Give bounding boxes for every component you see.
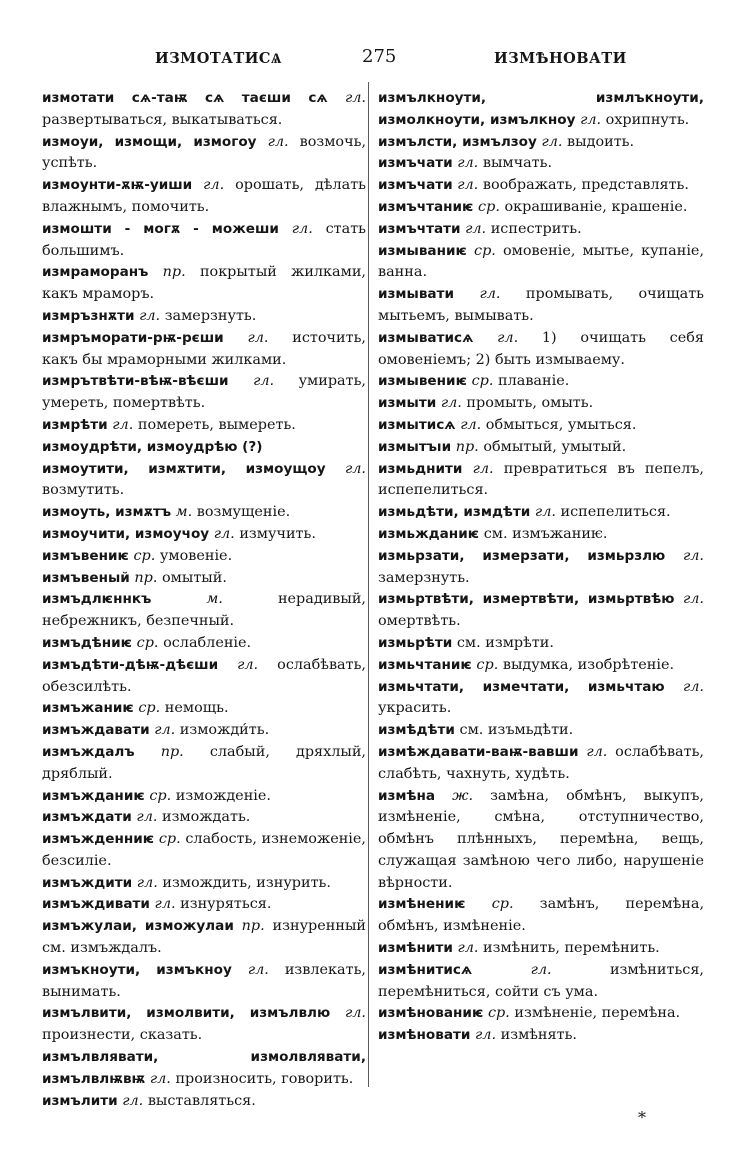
entry-definition: вымчать. [482, 155, 553, 172]
entry-part-of-speech: гл. [345, 460, 367, 477]
entry-headword: измоуть, измѫтъ [42, 504, 172, 521]
entry-definition: возмущеніе. [196, 504, 291, 521]
dictionary-entry [42, 88, 366, 132]
dictionary-entry [378, 393, 704, 415]
dictionary-entry [42, 829, 366, 873]
entry-definition: воображать, представлять. [482, 177, 689, 194]
entry-part-of-speech: гл. [203, 177, 225, 194]
dictionary-entry [42, 415, 366, 437]
entry-headword: измъчтати [378, 220, 461, 237]
entry-headword: измълвлявати, измолвлявати, измълвлѭвѭ [42, 1049, 366, 1087]
entry-definition: охрипнуть. [605, 111, 690, 128]
entry-headword: измьднити [378, 460, 463, 477]
entry-headword: измѣнити [378, 940, 453, 957]
dictionary-entry [378, 655, 704, 677]
entry-part-of-speech: гл. [460, 416, 482, 433]
entry-headword: измълвити, измолвити, измълвлю [42, 1005, 331, 1022]
dictionary-entry [378, 153, 704, 175]
entry-part-of-speech: гл. [472, 460, 494, 477]
dictionary-entry [42, 894, 366, 916]
entry-part-of-speech: гл. [345, 1005, 367, 1022]
dictionary-entry [378, 589, 704, 633]
entry-headword: измръморати-рѭ-рєши [42, 329, 224, 346]
dictionary-entry [378, 894, 704, 938]
entry-part-of-speech: гл. [475, 1027, 497, 1044]
dictionary-entry [42, 502, 366, 524]
dictionary-entry [378, 459, 704, 503]
entry-headword: измѣновати [378, 1027, 471, 1044]
entry-headword: измытъıи [378, 438, 452, 455]
page-header [0, 44, 748, 74]
entry-headword: измъдѣти-дѣѭ-дѣєши [42, 656, 219, 673]
dictionary-entry [378, 197, 704, 219]
entry-part-of-speech: гл. [457, 177, 479, 194]
entry-headword: измѣна [378, 787, 436, 804]
entry-definition: произносить, говорить. [175, 1070, 354, 1087]
entry-part-of-speech: гл. [136, 809, 158, 826]
entry-definition: стать большимъ. [42, 220, 367, 259]
entry-headword: измѣдѣти [378, 722, 455, 739]
entry-headword: измъчати [378, 155, 453, 172]
entry-headword: измыватисѧ [378, 329, 474, 346]
entry-definition: изнуряться. [180, 896, 272, 913]
entry-part-of-speech: гл. [136, 874, 158, 891]
dictionary-entry [378, 938, 704, 960]
entry-definition: замѣна, обмѣнъ, выкупъ, измѣненіе, смѣна, отступничество, обмѣнъ плѣнныхъ, перемѣна, вещь, служащая замѣною чего либо, нарушеніе вѣрности. [378, 787, 704, 891]
entry-definition: выставляться. [147, 1092, 256, 1109]
entry-definition: покрытый жилками, какъ мраморъ. [42, 264, 366, 303]
entry-definition: обмыться, умыться. [485, 416, 637, 433]
entry-definition: замѣнъ, перемѣна, обмѣнъ, измѣненіе. [378, 896, 705, 935]
entry-definition: испестрить. [490, 220, 582, 237]
dictionary-entry [378, 502, 704, 524]
entry-headword: измоуи, измощи, измогоу [42, 133, 257, 150]
entry-headword: измрѣти [42, 416, 108, 433]
entry-headword: измоунти-ѫѭ-уиши [42, 177, 193, 194]
entry-definition: возмутить. [42, 482, 125, 499]
entry-part-of-speech: гл. [440, 395, 462, 412]
dictionary-entry [42, 371, 366, 415]
dictionary-entry [378, 175, 704, 197]
footer-mark: * [638, 1108, 646, 1127]
dictionary-entry [42, 306, 366, 328]
dictionary-entry [378, 1003, 704, 1025]
entry-headword: измъдлѥннкъ [42, 591, 152, 608]
entry-part-of-speech: ср. [491, 896, 514, 913]
entry-headword: измоудрѣти, измоудрѣю (?) [42, 438, 263, 455]
entry-part-of-speech: гл. [267, 133, 289, 150]
entry-part-of-speech: ср. [158, 831, 181, 848]
entry-definition: измѣнять. [500, 1027, 577, 1044]
entry-definition: см. изъмьдѣти. [459, 722, 574, 739]
entry-definition: измучить. [239, 525, 316, 542]
entry-definition: измождить, изнурить. [162, 874, 331, 891]
dictionary-entry [378, 328, 704, 372]
entry-part-of-speech: гл. [237, 656, 259, 673]
entry-part-of-speech: гл. [497, 329, 519, 346]
entry-definition: обмытый, умытый. [483, 438, 627, 455]
entry-part-of-speech: ср. [478, 198, 500, 215]
entry-headword: измъждалъ [42, 743, 135, 760]
entry-headword: измѣждавати-ваѭ-вавши [378, 743, 579, 760]
entry-definition: выдумка, изобрѣтеніе. [502, 656, 675, 673]
entry-headword: измошти - могѫ - можеши [42, 220, 279, 237]
entry-part-of-speech: ср. [474, 242, 496, 259]
entry-definition: омытый. [162, 569, 227, 586]
entry-definition: промыть, омыть. [466, 395, 594, 412]
entry-headword: измытисѧ [378, 416, 456, 433]
entry-part-of-speech: гл. [344, 90, 366, 106]
entry-part-of-speech: гл. [465, 220, 487, 237]
entry-headword: измывати [378, 286, 455, 303]
entry-part-of-speech: гл. [534, 504, 556, 521]
dictionary-entry [378, 371, 704, 393]
dictionary-entry [42, 589, 366, 633]
dictionary-entry [378, 284, 704, 328]
entry-headword: измѣнениѥ [378, 896, 466, 913]
dictionary-entry [378, 960, 704, 1004]
entry-definition: замерзнуть. [378, 569, 470, 586]
entry-part-of-speech: пр. [134, 569, 158, 586]
entry-definition: ослабленіе. [163, 634, 252, 651]
entry-headword: измъждавати [42, 722, 150, 739]
entry-part-of-speech: м. [175, 504, 193, 521]
entry-definition: ослабѣвать, обезсилѣть. [42, 656, 366, 695]
entry-part-of-speech: ж. [452, 787, 474, 804]
entry-definition: омовеніе, мытье, купаніе, ванна. [378, 242, 705, 281]
dictionary-entry [42, 175, 366, 219]
entry-part-of-speech: гл. [122, 1092, 144, 1109]
dictionary-entry [378, 88, 704, 132]
entry-definition: измѣнить, перемѣнить. [483, 940, 660, 957]
dictionary-entry [42, 873, 366, 895]
entry-definition: измѣниться, перемѣниться, сойти съ ума. [378, 961, 705, 1000]
entry-headword: измьрзати, измерзати, измьрзлю [378, 547, 666, 564]
entry-headword: измьртвѣти, измертвѣти, измьртвѣю [378, 591, 675, 608]
dictionary-entry [378, 742, 704, 786]
entry-headword: измьчтаниѥ [378, 656, 472, 673]
entry-headword: измъдѣниѥ [42, 634, 133, 651]
entry-definition: извлекать, вынимать. [42, 961, 366, 1000]
entry-headword: измьдѣти, измдѣти [378, 504, 531, 521]
entry-part-of-speech: гл. [457, 155, 479, 172]
entry-definition: ослабѣвать, слабѣть, чахнуть, худѣть. [378, 743, 705, 782]
entry-part-of-speech: гл. [682, 678, 704, 695]
entry-definition: развертываться, выкатываться. [42, 111, 283, 128]
dictionary-entry [42, 437, 366, 459]
dictionary-entry [378, 1025, 704, 1047]
entry-definition: изнуренный см. измъждалъ. [42, 918, 366, 957]
dictionary-entry [42, 742, 366, 786]
entry-headword: измъвеный [42, 569, 130, 586]
entry-part-of-speech: ср. [138, 700, 161, 717]
dictionary-entry [42, 786, 366, 808]
entry-headword: измотати сѧ-таѭ сѧ таєши сѧ [42, 90, 328, 106]
entry-definition: возмочь, успѣть. [42, 133, 367, 172]
entry-headword: измѣнованиѥ [378, 1005, 484, 1022]
entry-definition: окрашиваніе, крашеніе. [504, 198, 688, 215]
entry-headword: измъжденниѥ [42, 831, 155, 848]
dictionary-entry [42, 633, 366, 655]
entry-headword: измраморанъ [42, 264, 149, 281]
entry-part-of-speech: ср. [136, 634, 159, 651]
entry-definition: плаваніе. [498, 373, 570, 390]
entry-definition: немощь. [164, 700, 229, 717]
entry-headword: измъжданиѥ [42, 787, 145, 804]
dictionary-entry [42, 132, 366, 176]
left-column [42, 88, 366, 1112]
entry-part-of-speech: гл. [154, 896, 176, 913]
left-running-headword: ИЗМОТАТИСѦ [155, 50, 282, 67]
entry-definition: см. измрѣти. [456, 634, 554, 651]
dictionary-entry [42, 1047, 366, 1091]
entry-part-of-speech: гл. [586, 743, 608, 760]
entry-definition: 1) очищать себя омовеніемъ; 2) быть измываему. [378, 329, 705, 368]
entry-definition: замерзнуть. [164, 307, 257, 324]
entry-definition: см. измъжаниѥ. [483, 525, 608, 542]
entry-part-of-speech: гл. [457, 940, 479, 957]
entry-definition: изможденіе. [175, 787, 271, 804]
entry-definition: помереть, вымереть. [137, 416, 296, 433]
entry-part-of-speech: гл. [112, 416, 134, 433]
dictionary-entry [42, 916, 366, 960]
entry-part-of-speech: гл. [253, 373, 275, 390]
entry-part-of-speech: гл. [213, 525, 235, 542]
entry-headword: измъждати [42, 809, 132, 826]
entry-headword: измъвениѥ [42, 547, 129, 564]
entry-definition: выдоить. [567, 133, 635, 150]
dictionary-entry [42, 1091, 366, 1113]
entry-part-of-speech: м. [206, 591, 223, 608]
dictionary-entry [42, 720, 366, 742]
dictionary-entry [42, 807, 366, 829]
dictionary-entry [378, 241, 704, 285]
entry-headword: измьчтати, измечтати, измьчтаю [378, 678, 665, 695]
entry-headword: измывениѥ [378, 373, 467, 390]
entry-part-of-speech: гл. [479, 286, 501, 303]
entry-headword: измрътвѣти-вѣѭ-вѣєши [42, 373, 229, 390]
entry-definition: измождать. [162, 809, 251, 826]
entry-headword: измълсти, измълзоу [378, 133, 537, 150]
entry-part-of-speech: пр. [241, 918, 265, 935]
entry-definition: нерадивый, небрежникъ, безпечный. [42, 591, 367, 630]
dictionary-entry [42, 698, 366, 720]
entry-headword: измъчати [378, 177, 453, 194]
dictionary-entry [378, 132, 704, 154]
dictionary-entry [378, 524, 704, 546]
entry-headword: измъчтаниѥ [378, 198, 474, 215]
entry-part-of-speech: ср. [149, 787, 172, 804]
entry-part-of-speech: гл. [139, 307, 161, 324]
right-column [378, 88, 704, 1047]
dictionary-entry [42, 1003, 366, 1047]
entry-headword: измоучити, измоучоу [42, 525, 210, 542]
entry-part-of-speech: ср. [471, 373, 494, 390]
dictionary-entry [378, 219, 704, 241]
dictionary-entry [42, 568, 366, 590]
entry-definition: испепелиться. [560, 504, 671, 521]
dictionary-entry [42, 459, 366, 503]
entry-part-of-speech: гл. [247, 961, 269, 978]
dictionary-entry [378, 720, 704, 742]
entry-definition: слабость, изнеможеніе, безсиліе. [42, 831, 367, 869]
entry-headword: измъкноути, измъкноу [42, 961, 232, 978]
dictionary-entry [378, 546, 704, 590]
entry-headword: измъжаниѥ [42, 700, 134, 717]
entry-headword: измълкноути, измлъкноути, измолкноути, измълкноу [378, 90, 704, 128]
dictionary-entry [42, 328, 366, 372]
dictionary-entry [378, 415, 704, 437]
dictionary-entry [42, 546, 366, 568]
entry-part-of-speech: ср. [487, 1005, 510, 1022]
dictionary-entry [378, 677, 704, 721]
entry-part-of-speech: гл. [580, 111, 602, 128]
entry-definition: произнести, сказать. [42, 1027, 203, 1044]
entry-definition: омертвѣть. [378, 613, 461, 630]
entry-part-of-speech: пр. [455, 438, 479, 455]
entry-definition: превратиться въ пепелъ, испепелиться. [378, 460, 704, 499]
entry-part-of-speech: пр. [162, 264, 186, 281]
entry-definition: измѣненіе, перемѣна. [514, 1005, 681, 1022]
entry-definition: слабый, дряхлый, дряблый. [42, 743, 366, 782]
entry-headword: измъжулаи, изможулаи [42, 918, 234, 935]
entry-definition: изможди́ть. [179, 722, 270, 739]
dictionary-entry [42, 262, 366, 306]
entry-headword: измьжданиѥ [378, 525, 480, 542]
entry-part-of-speech: гл. [683, 591, 705, 608]
entry-headword: измоутити, измѫтити, измоущоу [42, 460, 326, 477]
dictionary-entry [378, 633, 704, 655]
entry-part-of-speech: гл. [154, 722, 176, 739]
right-running-headword: ИЗМѢНОВАТИ [494, 50, 627, 67]
dictionary-entry [42, 524, 366, 546]
entry-headword: измѣнитисѧ [378, 961, 473, 978]
entry-definition: орошать, дѣлать влажнымъ, помочить. [42, 177, 366, 215]
entry-definition: умовеніе. [159, 547, 233, 564]
entry-headword: измьрѣти [378, 634, 453, 651]
entry-definition: умирать, умереть, помертвѣть. [42, 373, 367, 412]
entry-headword: измъждивати [42, 896, 150, 913]
entry-definition: украсить. [378, 700, 452, 717]
entry-definition: источить, какъ бы мраморными жилками. [42, 329, 367, 368]
dictionary-entry [378, 786, 704, 895]
page-number: 275 [362, 46, 397, 67]
entry-headword: измываниѥ [378, 242, 467, 259]
entry-part-of-speech: гл. [530, 961, 552, 978]
dictionary-entry [42, 960, 366, 1004]
entry-headword: измълити [42, 1092, 118, 1109]
entry-part-of-speech: гл. [291, 220, 313, 237]
entry-headword: измыти [378, 395, 437, 412]
column-divider [368, 82, 369, 1087]
dictionary-entry [378, 437, 704, 459]
entry-headword: измръзнѫти [42, 307, 135, 324]
dictionary-entry [42, 655, 366, 699]
entry-part-of-speech: пр. [160, 743, 184, 760]
entry-headword: измъждити [42, 874, 133, 891]
entry-part-of-speech: ср. [476, 656, 499, 673]
entry-part-of-speech: гл. [149, 1070, 171, 1087]
entry-definition: промывать, очищать мытьемъ, вымывать. [378, 286, 705, 324]
dictionary-entry [42, 219, 366, 263]
entry-part-of-speech: ср. [133, 547, 156, 564]
entry-part-of-speech: гл. [541, 133, 563, 150]
entry-part-of-speech: гл. [247, 329, 269, 346]
entry-part-of-speech: гл. [682, 547, 704, 564]
